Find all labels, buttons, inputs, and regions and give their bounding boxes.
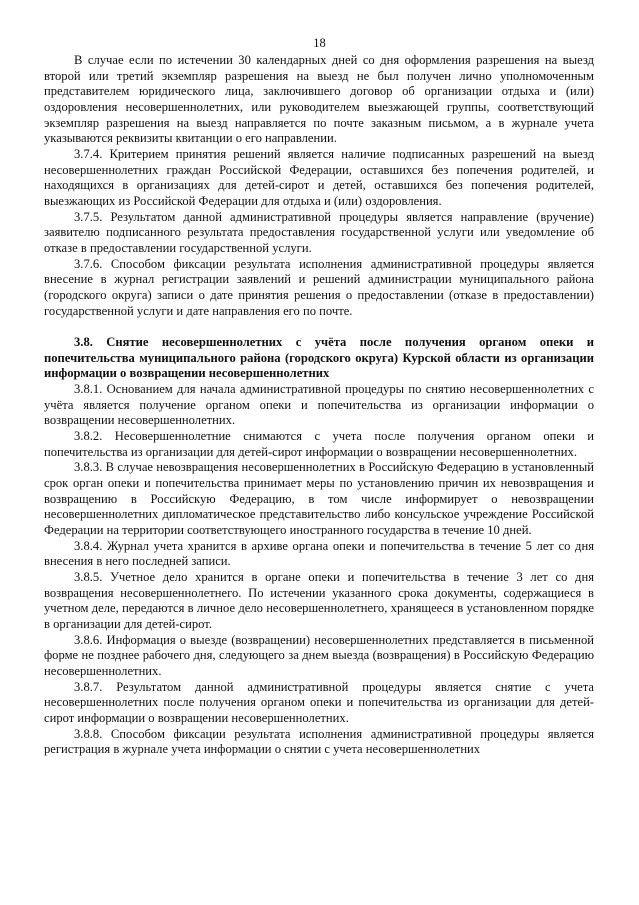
document-body — [44, 53, 594, 758]
section-spacer — [44, 319, 594, 335]
paragraph-3-8-5: 3.8.5. Учетное дело хранится в органе опеки и попечительства в течение 3 лет со дня возвращения несовершеннолетнего. По истечении указанного срока документы, содержащиеся в учетном деле, передаются в личное дело несовершеннолетнего, хранящееся в установленном порядке в организации для детей-сирот. — [44, 570, 594, 631]
paragraph-3-8-1: 3.8.1. Основанием для начала административной процедуры по снятию несовершеннолетних с учёта является получение органом опеки и попечительства из организации информации о возвращении несовершеннолетних. — [44, 382, 594, 428]
paragraph-3-8-6: 3.8.6. Информация о выезде (возвращении) несовершеннолетних представляется в письменной форме не позднее рабочего дня, следующего за днем выезда (возвращения) в Российскую Федерацию несовершеннолетних. — [44, 632, 594, 678]
section-heading-3-8: 3.8. Снятие несовершеннолетних с учёта после получения органом опеки и попечительства муниципального района (городского округа) Курской области из организации информации о возвращении несовершеннолетних — [44, 335, 594, 381]
paragraph-3-7-5: 3.7.5. Результатом данной административной процедуры является направление (вручение) заявителю подписанного результата предоставления государственной услуги или уведомление об отказе в предоставлении государственной услуги. — [44, 209, 594, 255]
paragraph-3-8-8: 3.8.8. Способом фиксации результата исполнения административной процедуры является регистрация в журнале учета информации о снятии с учета несовершеннолетних — [44, 726, 594, 757]
paragraph-3-7-4: 3.7.4. Критерием принятия решений является наличие подписанных разрешений на выезд несовершеннолетних граждан Российской Федерации, оставшихся без попечения родителей, и находящихся в организациях для детей-сирот и детей, оставшихся без попечения родителей, выезжающих из Российской Федерации для отдыха и (или) оздоровления. — [44, 146, 594, 208]
paragraph-3-8-7: 3.8.7. Результатом данной административной процедуры является снятие с учета несовершеннолетних после получения органом опеки и попечительства из организации для детей-сирот информации о возвращении несовершеннолетних. — [44, 679, 594, 725]
paragraph-3-8-3: 3.8.3. В случае невозвращения несовершеннолетних в Российскую Федерацию в установленный срок орган опеки и попечительства принимает меры по установлению причин их невозвращения и возвращению в Российскую Федерацию, в том числе информирует о невозвращении несовершеннолетних дипломатическое представительство либо консульское учреждение Российской Федерации на территории соответствующего иностранного государства в течение 10 дней. — [44, 460, 594, 538]
paragraph-3-7-6: 3.7.6. Способом фиксации результата исполнения административной процедуры является внесение в журнал регистрации заявлений и решений администрации муниципального района (городского округа) записи о дате принятия решения о предоставлении (отказе в предоставлении) государственной услуги и дате направления его по почте. — [44, 256, 594, 318]
page-number: 18 — [313, 36, 326, 50]
paragraph-return-of-permit: В случае если по истечении 30 календарных дней со дня оформления разрешения на выезд второй или третий экземпляр разрешения на выезд не был получен лично уполномоченным представителем юридического лица, заключившего договор об организации отдыха и (или) оздоровления несовершеннолетних, или руководителем выезжающей группы, соответствующий экземпляр разрешения на выезд направляется по почте заказным письмом, а в журнале учета указываются реквизиты квитанции о его направлении. — [44, 53, 594, 146]
paragraph-3-8-2: 3.8.2. Несовершеннолетние снимаются с учета после получения органом опеки и попечительства из организации для детей-сирот информации о возвращении несовершеннолетних. — [44, 429, 594, 459]
paragraph-3-8-4: 3.8.4. Журнал учета хранится в архиве органа опеки и попечительства в течение 5 лет со дня внесения в него последней записи. — [44, 538, 594, 569]
